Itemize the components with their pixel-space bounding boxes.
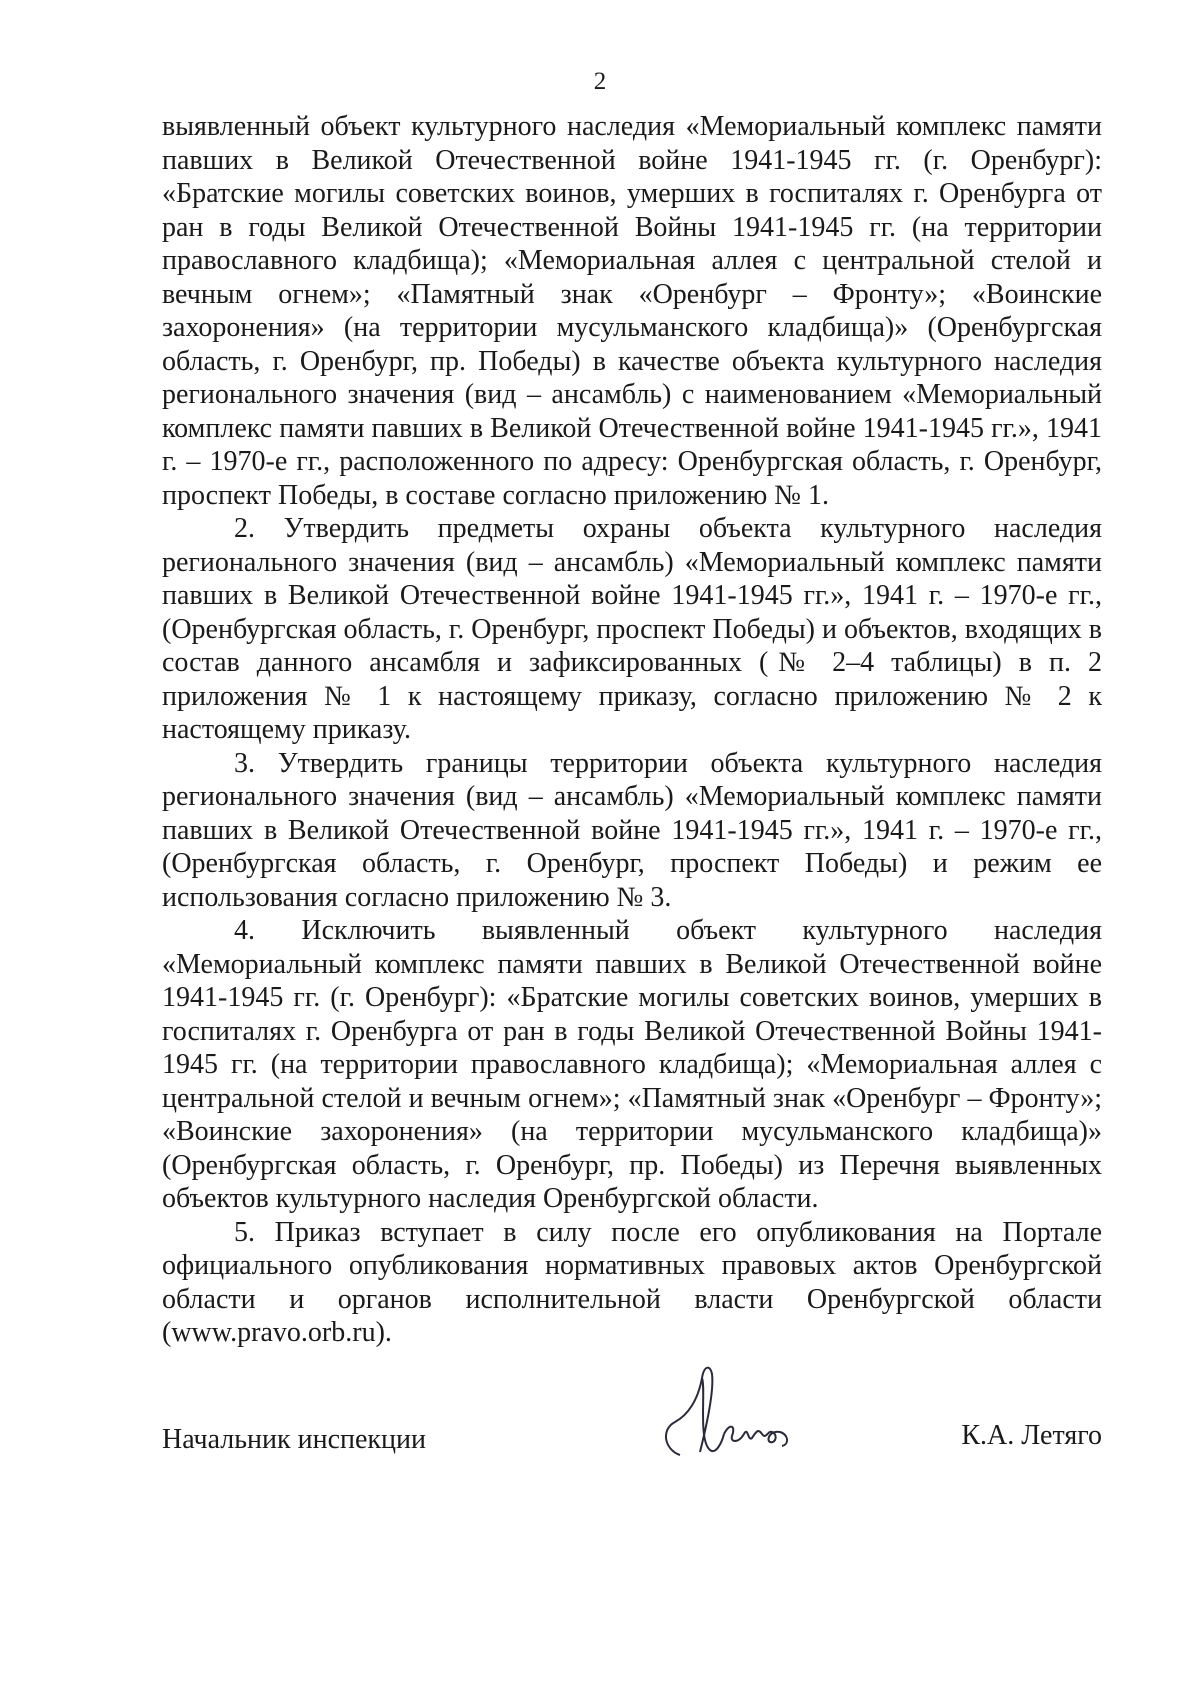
signature-block [162,1400,1102,1460]
handwritten-signature [640,1360,810,1460]
page-number: 2 [593,68,607,95]
document-body [162,110,1102,1350]
signer-name: К.А. Летяго [961,1420,1102,1451]
paragraph-1-continuation: выявленный объект культурного наследия «Мемориальный комплекс памяти павших в Великой Отечественной войне 1941-1945 гг. (г. Оренбург): «Братские могилы советских воинов, умерших в госпиталях г. Оренбурга от ран в годы Великой Отечественной Войны 1941-1945 гг. (на территории православного кладбища); «Мемориальная аллея с центральной стелой и вечным огнем»; «Памятный знак «Оренбург – Фронту»; «Воинские захоронения» (на территории мусульманского кладбища)» (Оренбургская область, г. Оренбург, пр. Победы) в качестве объекта культурного наследия регионального значения (вид – ансамбль) с наименованием «Мемориальный комплекс памяти павших в Великой Отечественной войне 1941-1945 гг.», 1941 г. – 1970-е гг., расположенного по адресу: Оренбургская область, г. Оренбург, проспект Победы, в составе согласно приложению № 1. [162,111,1102,511]
signer-position: Начальник инспекции [162,1424,426,1455]
paragraph-3: 3. Утвердить границы территории объекта культурного наследия регионального значения (вид – ансамбль) «Мемориальный комплекс памяти павших в Великой Отечественной войне 1941-1945 гг.», 1941 г. – 1970-е гг., (Оренбургская область, г. Оренбург, проспект Победы) и режим ее использования согласно приложению № 3. [162,747,1102,913]
paragraph-5: 5. Приказ вступает в силу после его опубликования на Портале официального опубликования нормативных правовых актов Оренбургской области и органов исполнительной власти Оренбургской области (www.pravo.orb.ru). [162,1216,1102,1348]
paragraph-2: 2. Утвердить предметы охраны объекта культурного наследия регионального значения (вид – ансамбль) «Мемориальный комплекс памяти павших в Великой Отечественной войне 1941-1945 гг.», 1941 г. – 1970-е гг., (Оренбургская область, г. Оренбург, проспект Победы) и объектов, входящих в состав данного ансамбля и зафиксированных (№ 2–4 таблицы) в п. 2 приложения № 1 к настоящему приказу, согласно приложению № 2 к настоящему приказу. [162,513,1102,745]
paragraph-4: 4. Исключить выявленный объект культурного наследия «Мемориальный комплекс памяти павших в Великой Отечественной войне 1941-1945 гг. (г. Оренбург): «Братские могилы советских воинов, умерших в госпиталях г. Оренбурга от ран в годы Великой Отечественной Войны 1941-1945 гг. (на территории православного кладбища); «Мемориальная аллея с центральной стелой и вечным огнем»; «Памятный знак «Оренбург – Фронту»; «Воинские захоронения» (на территории мусульманского кладбища)» (Оренбургская область, г. Оренбург, пр. Победы) из Перечня выявленных объектов культурного наследия Оренбургской области. [162,915,1102,1214]
